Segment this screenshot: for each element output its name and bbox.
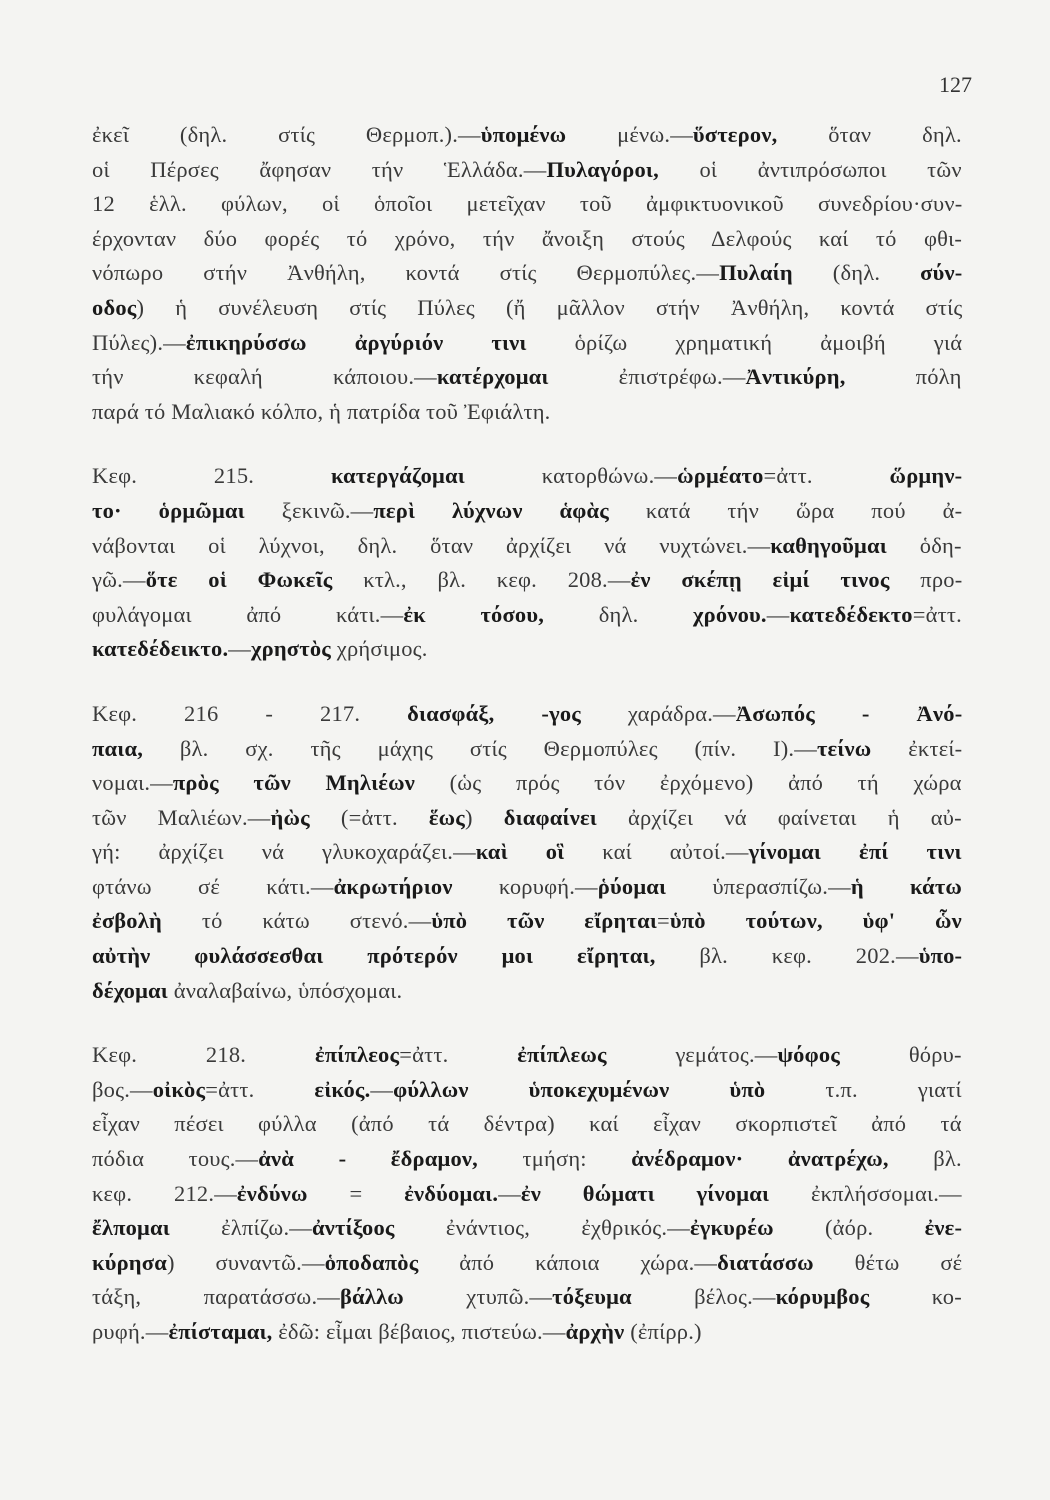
gloss-text: ρυφή.— (92, 1319, 169, 1344)
gloss-text: μένω.— (566, 122, 693, 147)
headword: ὑπομένω (480, 122, 567, 147)
text-line (92, 732, 962, 767)
gloss-text: νόπωρο στήν Ἀνθήλη, κοντά στίς Θερμοπύλες.— (92, 260, 720, 286)
gloss-text: κτλ., βλ. κεφ. 208.— (332, 567, 631, 593)
headword: Πυλαγόροι, (546, 156, 659, 182)
headword: ὑπὸ τούτων, ὑφ' ὧν (669, 908, 962, 934)
gloss-text: (=ἀττ. (309, 804, 429, 830)
gloss-text: κατά τήν ὥρα πού ἀ- (609, 497, 963, 523)
glossary-paragraph (92, 118, 962, 429)
gloss-text: τάξη, παρατάσσω.— (92, 1284, 340, 1310)
gloss-text: γεμάτος.— (606, 1042, 778, 1068)
gloss-text: ξεκινῶ.— (244, 497, 374, 523)
page-number: 127 (939, 72, 972, 97)
gloss-text: (ἐπίρρ.) (624, 1319, 702, 1344)
headword: διαφαίνει (503, 804, 597, 830)
headword: το· ὁρμῶμαι (92, 497, 245, 523)
gloss-text: — (370, 1076, 394, 1102)
headword: ὥρμην- (889, 463, 963, 489)
headword: παια, (92, 735, 144, 761)
text-line (92, 904, 962, 939)
headword: κατεργάζομαι (330, 463, 465, 489)
headword: ἐγκυρέω (689, 1215, 774, 1241)
headword: Ἀντικύρη, (745, 364, 846, 390)
gloss-text: =ἀττ. (399, 1042, 518, 1068)
gloss-text: ἀπό κάποια χώρα.— (418, 1249, 718, 1275)
gloss-text: νομαι.— (92, 770, 173, 796)
text-line (92, 291, 962, 326)
gloss-text: βέλος.— (631, 1284, 776, 1310)
gloss-text: =ἀττ. (205, 1076, 315, 1102)
headword: ὡρμέατο (677, 463, 764, 489)
gloss-text: (δηλ. (792, 260, 921, 286)
headword: εἰκός. (314, 1076, 371, 1102)
gloss-text: έρχονταν δύο φορές τό χρόνο, τήν ἄνοιξη στούς Δελφούς καί τό φθι- (92, 225, 963, 251)
headword: ψόφος (777, 1042, 840, 1068)
gloss-text: βος.— (92, 1076, 153, 1102)
gloss-text: ) συναντῶ.— (166, 1249, 325, 1275)
gloss-text: ἐνάντιος, ἐχθρικός.— (394, 1215, 690, 1241)
gloss-text: (ἀόρ. (773, 1215, 925, 1241)
text-line (92, 598, 962, 633)
text-line (92, 222, 962, 257)
gloss-text: γή: ἀρχίζει νά γλυκοχαράζει.— (92, 839, 476, 865)
headword: ὅτε οἱ Φωκεῖς (145, 567, 333, 593)
gloss-text: = (307, 1180, 405, 1206)
gloss-text: κο- (869, 1284, 962, 1310)
text-line (92, 1280, 962, 1315)
text-line (92, 801, 962, 836)
gloss-text: ἀναλαβαίνω, ὑπόσχομαι. (167, 977, 403, 1003)
text-line (92, 256, 962, 291)
gloss-text: κεφ. 212.— (92, 1180, 237, 1206)
text-line (92, 1107, 962, 1142)
gloss-text: ὁδη- (886, 532, 962, 558)
paragraph-gap (92, 429, 962, 459)
headword: χρηστὸς (251, 636, 331, 662)
headword: ἐν θώματι γίνομαι (520, 1180, 770, 1206)
text-line (92, 563, 962, 598)
headword: Ἀσωπός - Ἀνό- (735, 700, 963, 726)
headword: κατεδέδεικτο. (92, 636, 229, 662)
text-line (92, 870, 962, 905)
text-line (92, 1211, 962, 1246)
text-line (92, 939, 962, 974)
glossary-paragraph (92, 1038, 962, 1349)
text-line (92, 1246, 962, 1281)
gloss-text: ἀρχίζει νά φαίνεται ἡ αὐ- (596, 804, 962, 830)
gloss-text: ἐδῶ: εἶμαι βέβαιος, πιστεύω.— (272, 1319, 566, 1344)
headword: κύρησα (92, 1249, 167, 1275)
gloss-text: θόρυ- (840, 1042, 962, 1068)
text-line (92, 766, 962, 801)
gloss-text: κορυφή.— (452, 873, 598, 899)
gloss-text: τό κάτω στενό.— (162, 908, 432, 934)
gloss-text: τ.π. γιατί (765, 1076, 962, 1102)
text-line (92, 1038, 962, 1073)
gloss-text: (ὡς πρός τόν ἐρχόμενο) ἀπό τή χώρα (415, 770, 962, 796)
text-line (92, 1315, 962, 1350)
gloss-text: Πύλες).— (92, 329, 186, 355)
headword: ἐνε- (924, 1215, 963, 1241)
headword: σύν- (920, 260, 963, 286)
glossary-text (92, 118, 962, 1350)
gloss-text: Κεφ. 216 - 217. (92, 700, 408, 726)
glossary-paragraph (92, 697, 962, 1008)
paragraph-gap (92, 667, 962, 697)
headword: ἐνδύνω (236, 1180, 308, 1206)
headword: ἀκρωτήριον (333, 873, 453, 899)
headword: φύλλων ὑποκεχυμένων ὑπὸ (393, 1076, 766, 1102)
headword: πρὸς τῶν Μηλιέων (172, 770, 415, 796)
gloss-text: δηλ. (544, 601, 694, 627)
gloss-text: χαράδρα.— (580, 700, 736, 726)
gloss-text: Κεφ. 215. (92, 463, 331, 489)
gloss-text: ἐκτεί- (871, 735, 963, 761)
text-line (92, 153, 962, 188)
gloss-text: = (657, 908, 670, 934)
headword: οδος (92, 294, 137, 320)
text-line (92, 459, 962, 494)
gloss-text: παρά τό Μαλιακό κόλπο, ἡ πατρίδα τοῦ Ἐφιάλτη. (92, 398, 551, 424)
gloss-text: νάβονται οἱ λύχνοι, δηλ. ὅταν ἀρχίζει νά νυχτώνει.— (92, 532, 771, 558)
gloss-text: βλ. σχ. τῆς μάχης στίς Θερμοπύλες (πίν. I).— (143, 735, 817, 761)
gloss-text: οἱ Πέρσες ἄφησαν τήν Ἑλλάδα.— (92, 156, 547, 182)
headword: διατάσσω (717, 1249, 814, 1275)
gloss-text: ὁρίζω χρηματική ἀμοιβή γιά (526, 329, 963, 355)
text-line (92, 697, 962, 732)
headword: αὐτὴν φυλάσσεσθαι πρότερόν μοι εἴρηται, (92, 943, 656, 969)
gloss-text: φυλάγομαι ἀπό κάτι.— (92, 601, 404, 627)
gloss-text: — (766, 601, 790, 627)
text-line (92, 494, 962, 529)
headword: οἰκὸς (152, 1076, 206, 1102)
gloss-text: βλ. κεφ. 202.— (655, 943, 919, 969)
headword: ἡ κάτω (850, 873, 963, 899)
text-line (92, 395, 962, 430)
gloss-text: =ἀττ. (912, 601, 962, 627)
headword: ἕως (428, 804, 465, 830)
headword: ῥύομαι (597, 873, 667, 899)
gloss-text: τήν κεφαλή κάποιου.— (92, 364, 437, 390)
gloss-text: ὑπερασπίζω.— (666, 873, 851, 899)
gloss-text: ἐλπίζω.— (169, 1215, 312, 1241)
gloss-text: κατορθώνω.— (464, 463, 678, 489)
gloss-text: ἐκεῖ (δηλ. στίς Θερμοπ.).— (92, 122, 481, 147)
gloss-text: προ- (889, 567, 963, 593)
text-line (92, 1177, 962, 1212)
gloss-text: τμήση: (477, 1146, 632, 1172)
headword: ἐπίπλεως (517, 1042, 607, 1068)
gloss-text: πόλη (845, 364, 962, 390)
headword: ἀνὰ - ἔδραμον, (258, 1146, 478, 1172)
paragraph-gap (92, 1008, 962, 1038)
text-line (92, 187, 962, 222)
headword: ἐν σκέπῃ εἰμί τινος (630, 567, 890, 593)
headword: ἐπίσταμαι, (168, 1319, 273, 1344)
gloss-text: — (498, 1180, 521, 1206)
headword: κατεδέδεκτο (789, 601, 913, 627)
gloss-text: θέτω σέ (813, 1249, 963, 1275)
headword: ἐνδύομαι. (404, 1180, 499, 1206)
headword: κατέρχομαι (436, 364, 549, 390)
gloss-text: χτυπῶ.— (403, 1284, 553, 1310)
headword: ἐπικηρύσσω ἀργύριόν τινι (185, 329, 527, 355)
headword: δέχομαι (92, 977, 168, 1003)
gloss-text: τῶν Μαλιέων.— (92, 804, 271, 830)
headword: ὑπο- (918, 943, 963, 969)
glossary-paragraph (92, 459, 962, 667)
headword: περὶ λύχνων ἁφὰς (373, 497, 609, 523)
headword: ἠὼς (270, 804, 310, 830)
gloss-text: βλ. (888, 1146, 962, 1172)
headword: γίνομαι ἐπί τινι (748, 839, 962, 865)
gloss-text: χρήσιμος. (330, 636, 428, 662)
headword: ἐσβολὴ (92, 908, 162, 934)
headword: καὶ οἳ (475, 839, 565, 865)
text-line (92, 974, 962, 1009)
text-line (92, 632, 962, 667)
text-line (92, 835, 962, 870)
headword: κόρυμβος (775, 1284, 870, 1310)
gloss-text: ἐκπλήσσομαι.— (769, 1180, 962, 1206)
headword: τόξευμα (552, 1284, 632, 1310)
gloss-text: εἶχαν πέσει φύλλα (ἀπό τά δέντρα) καί εἶχαν σκορπιστεῖ ἀπό τά (92, 1111, 962, 1137)
gloss-text: ὅταν δηλ. (777, 122, 962, 147)
text-line (92, 1142, 962, 1177)
gloss-text: =ἀττ. (763, 463, 890, 489)
headword: ὕστερον, (692, 122, 778, 147)
headword: ἀρχὴν (565, 1319, 625, 1344)
gloss-text: ) ἡ συνέλευση στίς Πύλες (ἤ μᾶλλον στήν Ἀνθήλη, κοντά στίς (136, 294, 963, 320)
gloss-text: φτάνω σέ κάτι.— (92, 873, 334, 899)
headword: Πυλαίη (719, 260, 793, 286)
headword: καθηγοῦμαι (770, 532, 887, 558)
gloss-text: — (228, 636, 251, 662)
text-line (92, 326, 962, 361)
headword: χρόνου. (693, 601, 767, 627)
headword: ἐκ τόσου, (403, 601, 545, 627)
gloss-text: ) (464, 804, 504, 830)
headword: διασφάξ, -γος (407, 700, 581, 726)
gloss-text: πόδια τους.— (92, 1146, 259, 1172)
gloss-text: καί αὐτοί.— (564, 839, 749, 865)
headword: βάλλω (339, 1284, 404, 1310)
headword: τείνω (816, 735, 872, 761)
text-line (92, 529, 962, 564)
text-line (92, 360, 962, 395)
text-line (92, 1073, 962, 1108)
headword: ὁποδαπὸς (324, 1249, 419, 1275)
gloss-text: Κεφ. 218. (92, 1042, 315, 1068)
headword: ἀνέδραμον· ἀνατρέχω, (631, 1146, 889, 1172)
gloss-text: οἱ ἀντιπρόσωποι τῶν (658, 156, 962, 182)
headword: ἔλπομαι (92, 1215, 170, 1241)
text-line (92, 118, 962, 153)
headword: ἐπίπλεος (314, 1042, 400, 1068)
gloss-text: 12 ἑλλ. φύλων, οἱ ὁποῖοι μετεῖχαν τοῦ ἀμφικτυονικοῦ συνεδρίου·συν- (92, 191, 963, 217)
gloss-text: γῶ.— (92, 567, 146, 593)
headword: ὑπὸ τῶν εἴρηται (431, 908, 658, 934)
headword: ἀντίξοος (311, 1215, 395, 1241)
gloss-text: ἐπιστρέφω.— (548, 364, 746, 390)
